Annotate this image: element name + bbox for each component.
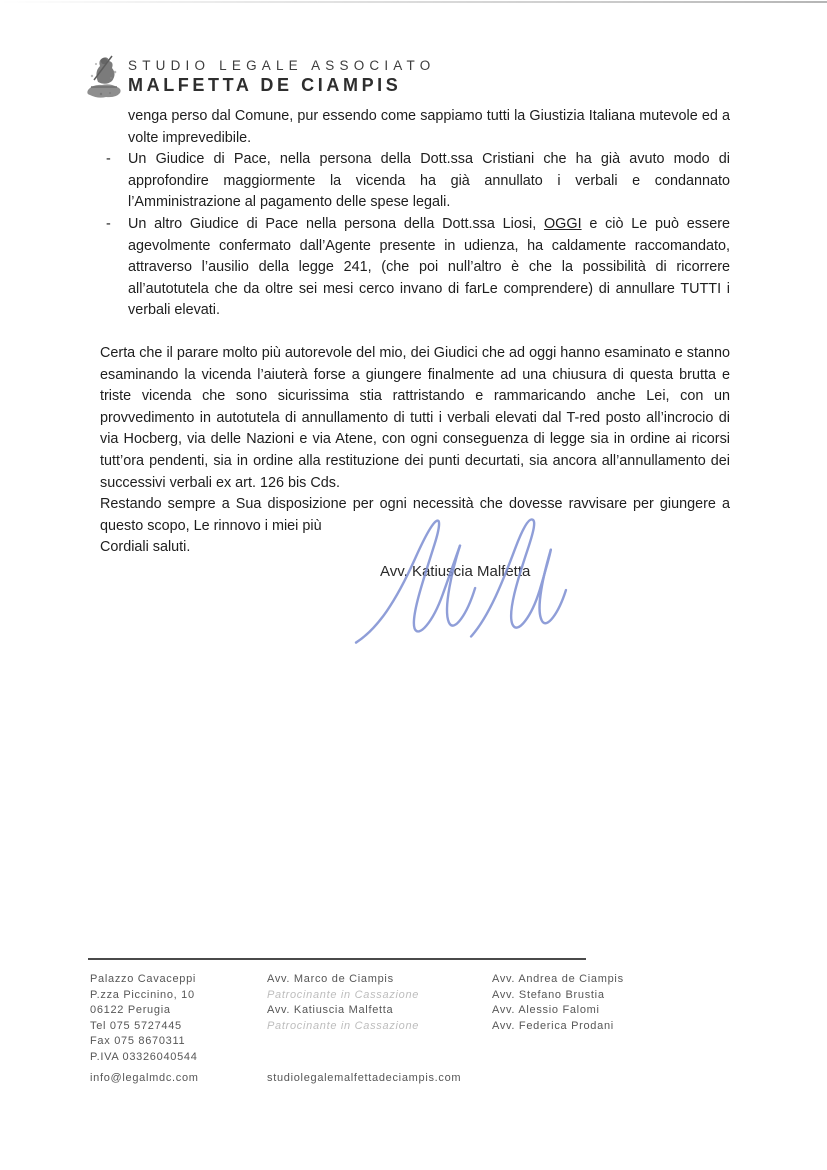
list-item xyxy=(100,149,730,214)
firm-name: MALFETTA DE CIAMPIS xyxy=(128,75,402,95)
footer-partner-title: Patrocinante in Cassazione xyxy=(267,1019,420,1032)
scan-edge-artifact xyxy=(0,1,827,3)
footer-address-block xyxy=(90,972,198,1066)
footer-divider xyxy=(88,958,586,960)
signatory-name: Avv. Katiuscia Malfetta xyxy=(380,562,531,580)
footer-partner-name: Avv. Marco de Ciampis xyxy=(267,973,394,985)
footer-associate-name: Avv. Andrea de Ciampis xyxy=(492,973,624,985)
footer-partner-name: Avv. Katiuscia Malfetta xyxy=(267,1004,394,1017)
studio-label: STUDIO LEGALE ASSOCIATO xyxy=(128,58,436,73)
bullet-text: Un Giudice di Pace, nella persona della Dott.ssa Cristiani che ha già avuto modo di approfondire maggiormente la vicenda ha già annullato i verbali e condannato l’Amministrazione al pagamento delle spese legali. xyxy=(128,151,730,211)
footer-associates xyxy=(492,972,624,1034)
footer-website: studiolegalemalfettadeciampis.com xyxy=(267,1072,462,1084)
bullet-text xyxy=(128,214,730,322)
footer-address-line: Tel 075 5727445 xyxy=(90,1019,182,1032)
heraldic-crest-icon xyxy=(84,54,124,100)
footer-partner-title: Patrocinante in Cassazione xyxy=(267,988,420,1001)
bullet-dash: - xyxy=(106,151,111,168)
footer-associate-name: Avv. Stefano Brustia xyxy=(492,988,605,1001)
underlined-word: OGGI xyxy=(543,215,582,232)
firm-name-block xyxy=(128,58,435,96)
footer-cassation-partners xyxy=(267,972,419,1034)
salutation: Cordiali saluti. xyxy=(100,539,191,556)
bullet-text-post: e ciò Le può essere agevolmente confermato dall’Agente presente in udienza, ha caldamente raccomandato, attraverso l’ausilio della legge 241, (che poi null’altro è che la possibilità di ricorrere all’autotutela che da oltre sei mesi cerco invano di farLe comprendere) di annullare TUTTI i verbali elevati. xyxy=(128,215,730,319)
footer-address-line: Palazzo Cavaceppi xyxy=(90,973,197,985)
footer-address-line: P.IVA 03326040544 xyxy=(90,1050,198,1063)
list-item xyxy=(100,214,730,322)
main-paragraph: Certa che il parare molto più autorevole del mio, dei Giudici che ad oggi hanno esaminato e stanno esaminando la vicenda l’aiuterà forse a giungere finalmente ad una chiusura di questa brutta e triste vicenda che sono sicurissima stia rattristando e rammaricando anche Lei, con un provvedimento in autotutela di annullamento di tutti i verbali elevati dal T-red posto all’incrocio di via Hocberg, via delle Nazioni e via Atene, con ogni conseguenza di legge sia in ordine ai ricorsi tutt’ora pendenti, sia in ordine alla restituzione dei punti decurtati, sia ancora all’annullamento dei successivi verbali ex art. 126 bis Cds. xyxy=(100,344,730,491)
bullet-dash: - xyxy=(106,215,111,232)
letter-body xyxy=(100,106,730,661)
footer-email: info@legalmdc.com xyxy=(90,1072,199,1084)
footer-address-line: Fax 075 8670311 xyxy=(90,1035,186,1048)
signature-area xyxy=(100,561,730,661)
bullet-text-pre: Un altro Giudice di Pace nella persona della Dott.ssa Liosi, xyxy=(128,215,544,232)
footer-address-line: 06122 Perugia xyxy=(90,1004,171,1017)
footer-address-line: P.zza Piccinino, 10 xyxy=(90,988,195,1001)
closing-paragraph: Restando sempre a Sua disposizione per ogni necessità che dovesse ravvisare per giungere a questo scopo, Le rinnovo i miei più xyxy=(100,496,730,534)
footer-associate-name: Avv. Alessio Falomi xyxy=(492,1004,600,1017)
continuation-paragraph: venga perso dal Comune, pur essendo come sappiamo tutti la Giustizia Italiana mutevole ed a volte imprevedibile. xyxy=(128,108,730,146)
footer-associate-name: Avv. Federica Prodani xyxy=(492,1019,614,1032)
